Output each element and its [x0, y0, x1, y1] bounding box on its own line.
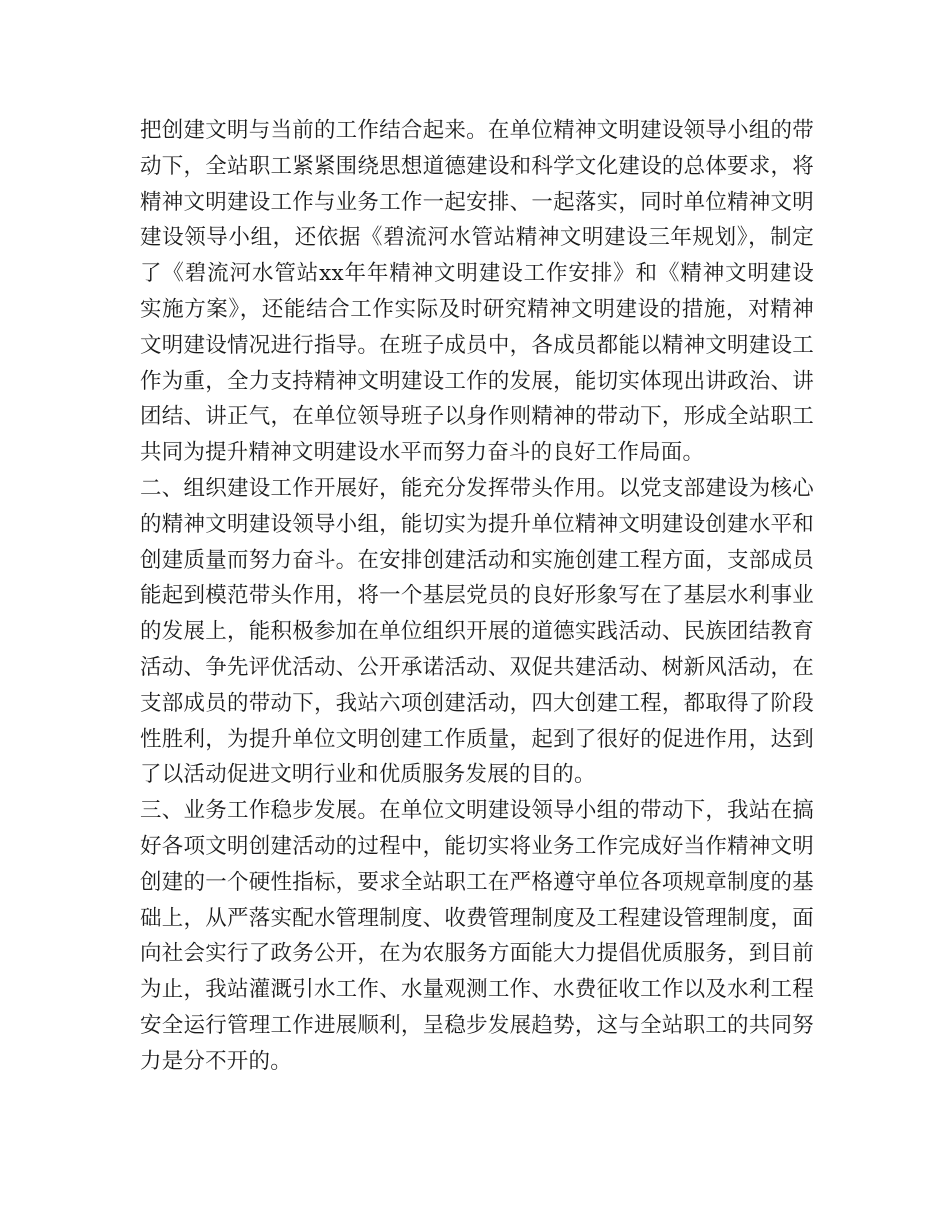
paragraph-1: 把创建文明与当前的工作结合起来。在单位精神文明建设领导小组的带动下，全站职工紧紧围绕思想道德建设和科学文化建设的总体要求，将精神文明建设工作与业务工作一起安排、一起落实，同时单位精神文明建设领导小组，还依据《碧流河水管站精神文明建设三年规划》，制定了《碧流河水管站xx年年精神文明建设工作安排》和《精神文明建设实施方案》，还能结合工作实际及时研究精神文明建设的措施，对精神文明建设情况进行指导。在班子成员中，各成员都能以精神文明建设工作为重，全力支持精神文明建设工作的发展，能切实体现出讲政治、讲团结、讲正气，在单位领导班子以身作则精神的带动下，形成全站职工共同为提升精神文明建设水平而努力奋斗的良好工作局面。 — [140, 118, 814, 466]
document-body — [140, 113, 814, 1080]
paragraph-3: 三、业务工作稳步发展。在单位文明建设领导小组的带动下，我站在搞好各项文明创建活动的过程中，能切实将业务工作完成好当作精神文明创建的一个硬性指标，要求全站职工在严格遵守单位各项规章制度的基础上，从严落实配水管理制度、收费管理制度及工程建设管理制度，面向社会实行了政务公开，在为农服务方面能大力提倡优质服务，到目前为止，我站灌溉引水工作、水量观测工作、水费征收工作以及水利工程安全运行管理工作进展顺利，呈稳步发展趋势，这与全站职工的共同努力是分不开的。 — [140, 798, 814, 1074]
paragraph-2: 二、组织建设工作开展好，能充分发挥带头作用。以党支部建设为核心的精神文明建设领导小组，能切实为提升单位精神文明建设创建水平和创建质量而努力奋斗。在安排创建活动和实施创建工程方面，支部成员能起到模范带头作用，将一个基层党员的良好形象写在了基层水利事业的发展上，能积极参加在单位组织开展的道德实践活动、民族团结教育活动、争先评优活动、公开承诺活动、双促共建活动、树新风活动，在支部成员的带动下，我站六项创建活动，四大创建工程，都取得了阶段性胜利，为提升单位文明创建工作质量，起到了很好的促进作用，达到了以活动促进文明行业和优质服务发展的目的。 — [140, 475, 814, 788]
